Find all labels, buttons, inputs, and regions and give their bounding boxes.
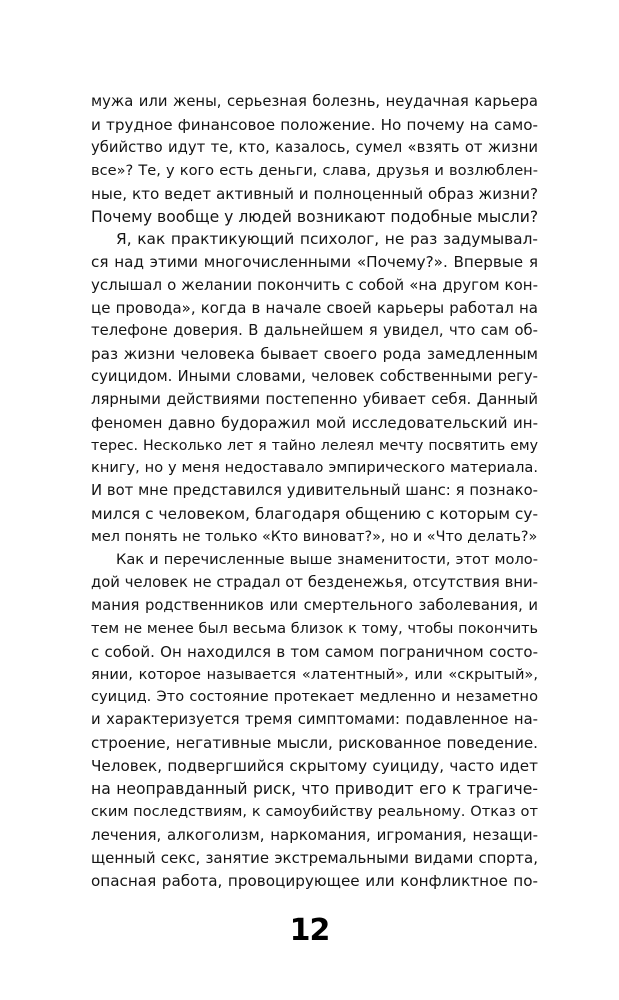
text-line: щенный секс, занятие экстремальными видами спорта, <box>91 848 538 867</box>
text-line: Почему вообще у людей возникают подобные мысли? <box>91 207 538 226</box>
text-line: суицидом. Иными словами, человек собственными регу- <box>91 367 538 385</box>
page-number: 12 <box>289 913 330 948</box>
text-line: терес. Несколько лет я тайно лелеял мечту посвятить ему <box>91 437 538 454</box>
text-line: лечения, алкоголизм, наркомания, игромания, незащи- <box>91 825 538 844</box>
text-line: феномен давно будоражил мой исследовательский ин- <box>91 413 538 432</box>
text-line: телефоне доверия. В дальнейшем я увидел, что сам об- <box>91 322 538 339</box>
text-line: мел понять не только «Кто виноват?», но и «Что делать?» <box>91 529 538 546</box>
text-line: раз жизни человека бывает своего рода замедленным <box>91 344 538 363</box>
text-line: Человек, подвергшийся скрытому суициду, часто идет <box>91 757 538 776</box>
text-line: дой человек не страдал от безденежья, отсутствия вни- <box>91 573 538 591</box>
text-line: с собой. Он находился в том самом пограничном состо- <box>91 642 538 661</box>
text-line: услышал о желании покончить с собой «на другом кон- <box>91 276 538 295</box>
text-line: Я, как практикующий психолог, не раз задумывал- <box>116 230 538 249</box>
text-line: мужа или жены, серьезная болезнь, неудачная карьера <box>91 93 538 110</box>
text-line: все»? Те, у кого есть деньги, слава, друзья и возлюблен- <box>91 161 538 179</box>
text-line: суицид. Это состояние протекает медленно и незаметно <box>91 688 538 706</box>
text-line: и трудное финансовое положение. Но почему на само- <box>91 115 538 134</box>
text-line: лярными действиями постепенно убивает себя. Данный <box>91 390 538 408</box>
text-line: тем не менее был весьма близок к тому, чтобы покончить <box>91 620 538 637</box>
text-line: опасная работа, провоцирующее или конфликтное по- <box>91 871 538 890</box>
text-line: книгу, но у меня недоставало эмпирического материала. <box>91 459 538 477</box>
text-line: янии, которое называется «латентный», или «скрытый», <box>91 665 538 683</box>
text-line: ским последствиям, к самоубийству реальному. Отказ от <box>91 802 538 820</box>
text-line: ные, кто ведет активный и полноценный образ жизни? <box>91 184 538 203</box>
text-line: мился с человеком, благодаря общению с которым су- <box>91 505 538 524</box>
text-line: И вот мне представился удивительный шанс: я познако- <box>91 482 538 500</box>
text-line: ся над этими многочисленными «Почему?». Впервые я <box>91 253 538 272</box>
text-line: мания родственников или смертельного заболевания, и <box>91 596 538 614</box>
text-line: Как и перечисленные выше знаменитости, этот моло- <box>116 551 538 568</box>
text-line: строение, негативные мысли, рискованное поведение. <box>91 734 538 753</box>
text-line: це провода», когда в начале своей карьеры работал на <box>91 299 538 318</box>
text-line: убийство идут те, кто, казалось, сумел «взять от жизни <box>91 138 538 156</box>
text-line: на неоправданный риск, что приводит его к трагиче- <box>91 780 538 798</box>
text-line: и характеризуется тремя симптомами: подавленное на- <box>91 711 538 729</box>
